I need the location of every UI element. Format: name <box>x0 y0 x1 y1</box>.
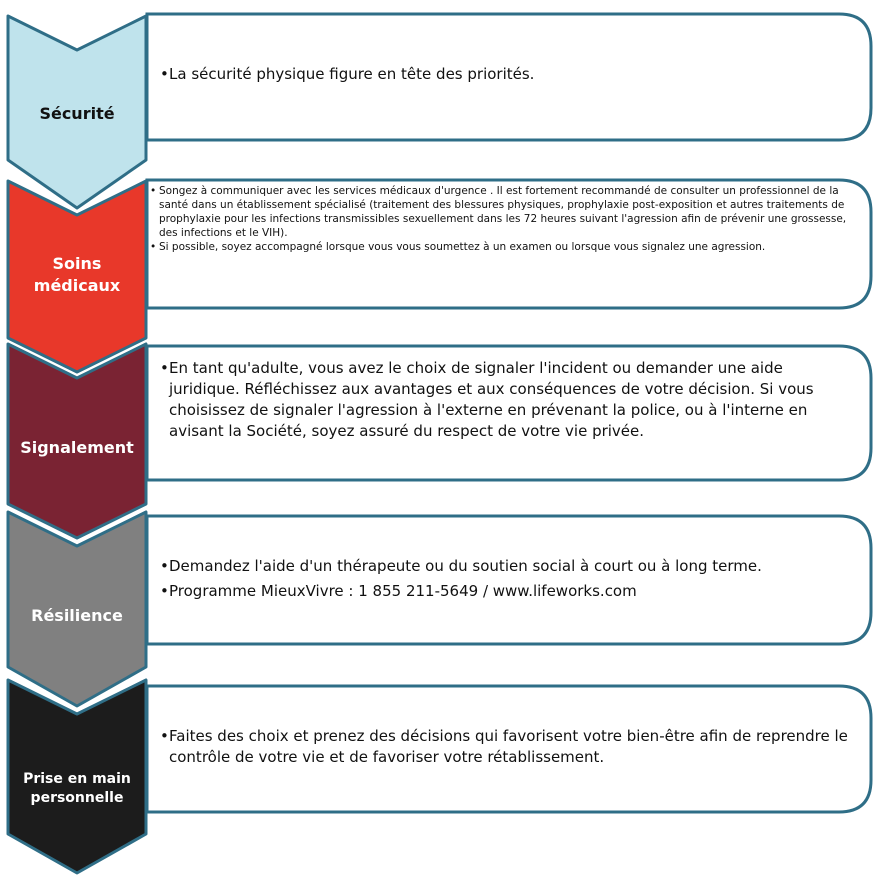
step-label-line: médicaux <box>33 276 121 295</box>
step-4-content <box>160 556 860 602</box>
step-label-line: Sécurité <box>39 104 115 124</box>
bullet-item: • Demandez l'aide d'un thérapeute ou du soutien social à court ou à long terme. <box>160 556 860 577</box>
bullet-item: • Programme MieuxVivre : 1 855 211-5649 / www.lifeworks.com <box>160 581 860 602</box>
step-2-label <box>8 240 146 310</box>
step-label-line: personnelle <box>30 790 124 806</box>
step-3-label <box>8 422 146 474</box>
step-4-label <box>8 588 146 644</box>
step-5-content <box>160 726 850 768</box>
bullet-item: • La sécurité physique figure en tête des priorités. <box>160 64 850 85</box>
step-1-content <box>160 64 850 85</box>
step-2-content <box>150 184 862 254</box>
step-label-line: Soins <box>52 254 102 274</box>
bullet-item: • Si possible, soyez accompagné lorsque vous vous soumettez à un examen ou lorsque vous signalez une agression. <box>150 240 862 254</box>
step-label-line: Résilience <box>31 606 123 626</box>
step-label-line: Signalement <box>20 438 134 458</box>
bullet-item: • Songez à communiquer avec les services médicaux d'urgence . Il est fortement recommandé de consulter un professionnel de la santé dans un établissement spécialisé (traitement des blessures physiques, prophylaxie post-exposition et autres traitements de prophylaxie pour les infections transmissibles sexuellement dans les 72 heures suivant l'agression afin de prévenir une grossesse, des infections et le VIH). <box>150 184 862 240</box>
step-5-label <box>8 754 146 824</box>
bullet-item: • Faites des choix et prenez des décisions qui favorisent votre bien-être afin de reprendre le contrôle de votre vie et de favoriser votre rétablissement. <box>160 726 850 768</box>
step-1-label <box>8 86 146 142</box>
step-label-line: Prise en main <box>23 771 131 788</box>
bullet-item: • En tant qu'adulte, vous avez le choix de signaler l'incident ou demander une aide juridique. Réfléchissez aux avantages et aux conséquences de votre décision. Si vous choisissez de signaler l'agression à l'externe en prévenant la police, ou à l'interne en avisant la Société, soyez assuré du respect de votre vie privée. <box>160 358 850 442</box>
step-3-content <box>160 358 850 442</box>
